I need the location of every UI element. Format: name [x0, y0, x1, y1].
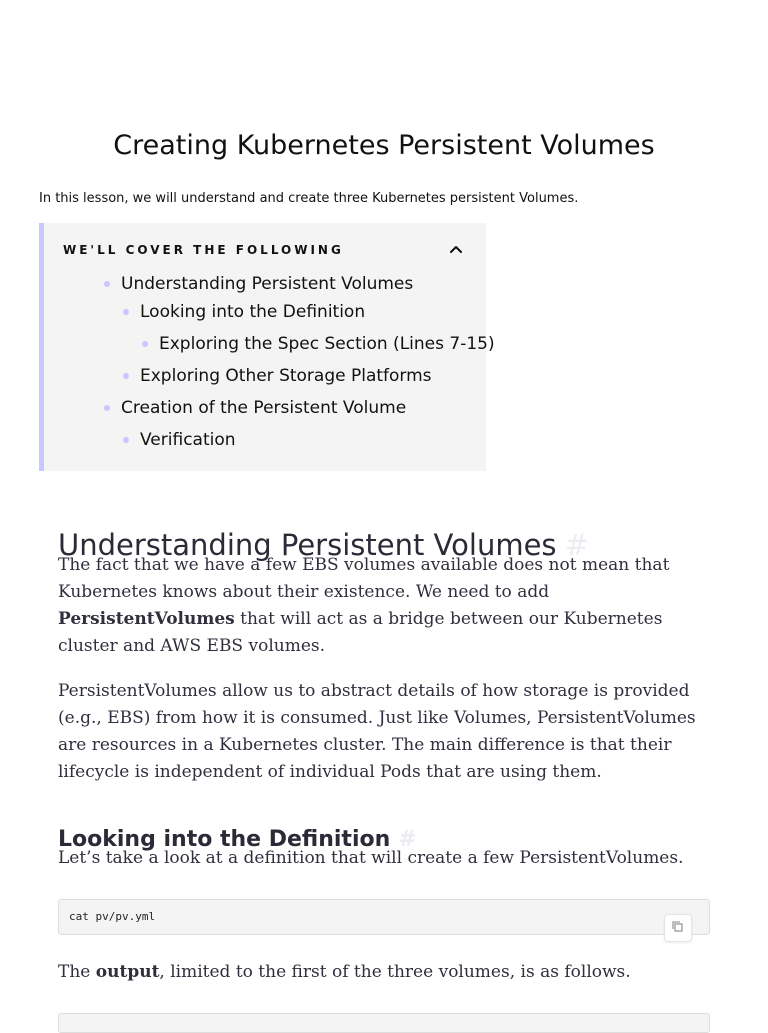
persistentvolumes-bold: PersistentVolumes: [58, 609, 235, 629]
page-title: Creating Kubernetes Persistent Volumes: [113, 130, 655, 162]
copy-button[interactable]: [664, 914, 692, 942]
toc-item-creation-of-the-persistent-volume[interactable]: Creation of the Persistent Volume: [121, 398, 407, 418]
subsection-paragraph-2: [58, 959, 710, 986]
code-block: [58, 899, 710, 935]
section-paragraph-1-part-1: The fact that we have a few EBS volumes available does not mean that Kubernetes knows about their existence. We need to add: [58, 555, 670, 602]
subsection-paragraph-1: Let’s take a look at a definition that will create a few PersistentVolumes.: [58, 848, 684, 868]
output-code-block: [58, 1013, 710, 1033]
section-heading-text: Understanding Persistent Volumes: [58, 528, 557, 563]
toc-bullet: [123, 309, 129, 315]
section-anchor-link[interactable]: #: [564, 528, 589, 563]
toc-bullet: [104, 405, 110, 411]
table-of-contents: [39, 223, 495, 471]
section-paragraph-1-part-2: that will act as a bridge between our Kubernetes cluster and AWS EBS volumes.: [58, 609, 663, 656]
subsection-heading-text: Looking into the Definition: [58, 827, 391, 852]
lesson-intro: In this lesson, we will understand and create three Kubernetes persistent Volumes.: [39, 191, 579, 206]
subsection-paragraph-2-part-2: , limited to the first of the three volumes, is as follows.: [159, 962, 631, 982]
toc-bullet: [123, 437, 129, 443]
subsection-anchor-link[interactable]: #: [398, 827, 417, 852]
code-text: cat pv/pv.yml: [69, 910, 156, 923]
output-bold: output: [95, 962, 160, 982]
toc-item-verification[interactable]: Verification: [140, 430, 236, 450]
toc-bullet: [104, 281, 110, 287]
section-paragraph-1: [58, 552, 710, 660]
toc-item-looking-into-the-definition[interactable]: Looking into the Definition: [140, 302, 366, 322]
section-paragraph-2: PersistentVolumes allow us to abstract details of how storage is provided (e.g., EBS) from how it is consumed. Just like Volumes, PersistentVolumes are resources in a Kubernetes cluster. The main difference is that their lifecycle is independent of individual Pods that are using them.: [58, 681, 696, 782]
toc-bullet: [142, 341, 148, 347]
toc-bullet: [123, 373, 129, 379]
toc-item-exploring-other-storage-platforms[interactable]: Exploring Other Storage Platforms: [140, 366, 432, 386]
chevron-up-icon[interactable]: [446, 239, 466, 259]
subsection-paragraph-2-part-1: The: [58, 962, 96, 982]
chevron-up-icon-svg: [446, 239, 466, 259]
toc-item-exploring-the-spec-section[interactable]: Exploring the Spec Section (Lines 7-15): [159, 334, 495, 354]
copy-icon: [671, 920, 685, 934]
toc-item-understanding-persistent-volumes[interactable]: Understanding Persistent Volumes: [121, 274, 414, 294]
toc-header: WE'LL COVER THE FOLLOWING: [63, 243, 344, 257]
